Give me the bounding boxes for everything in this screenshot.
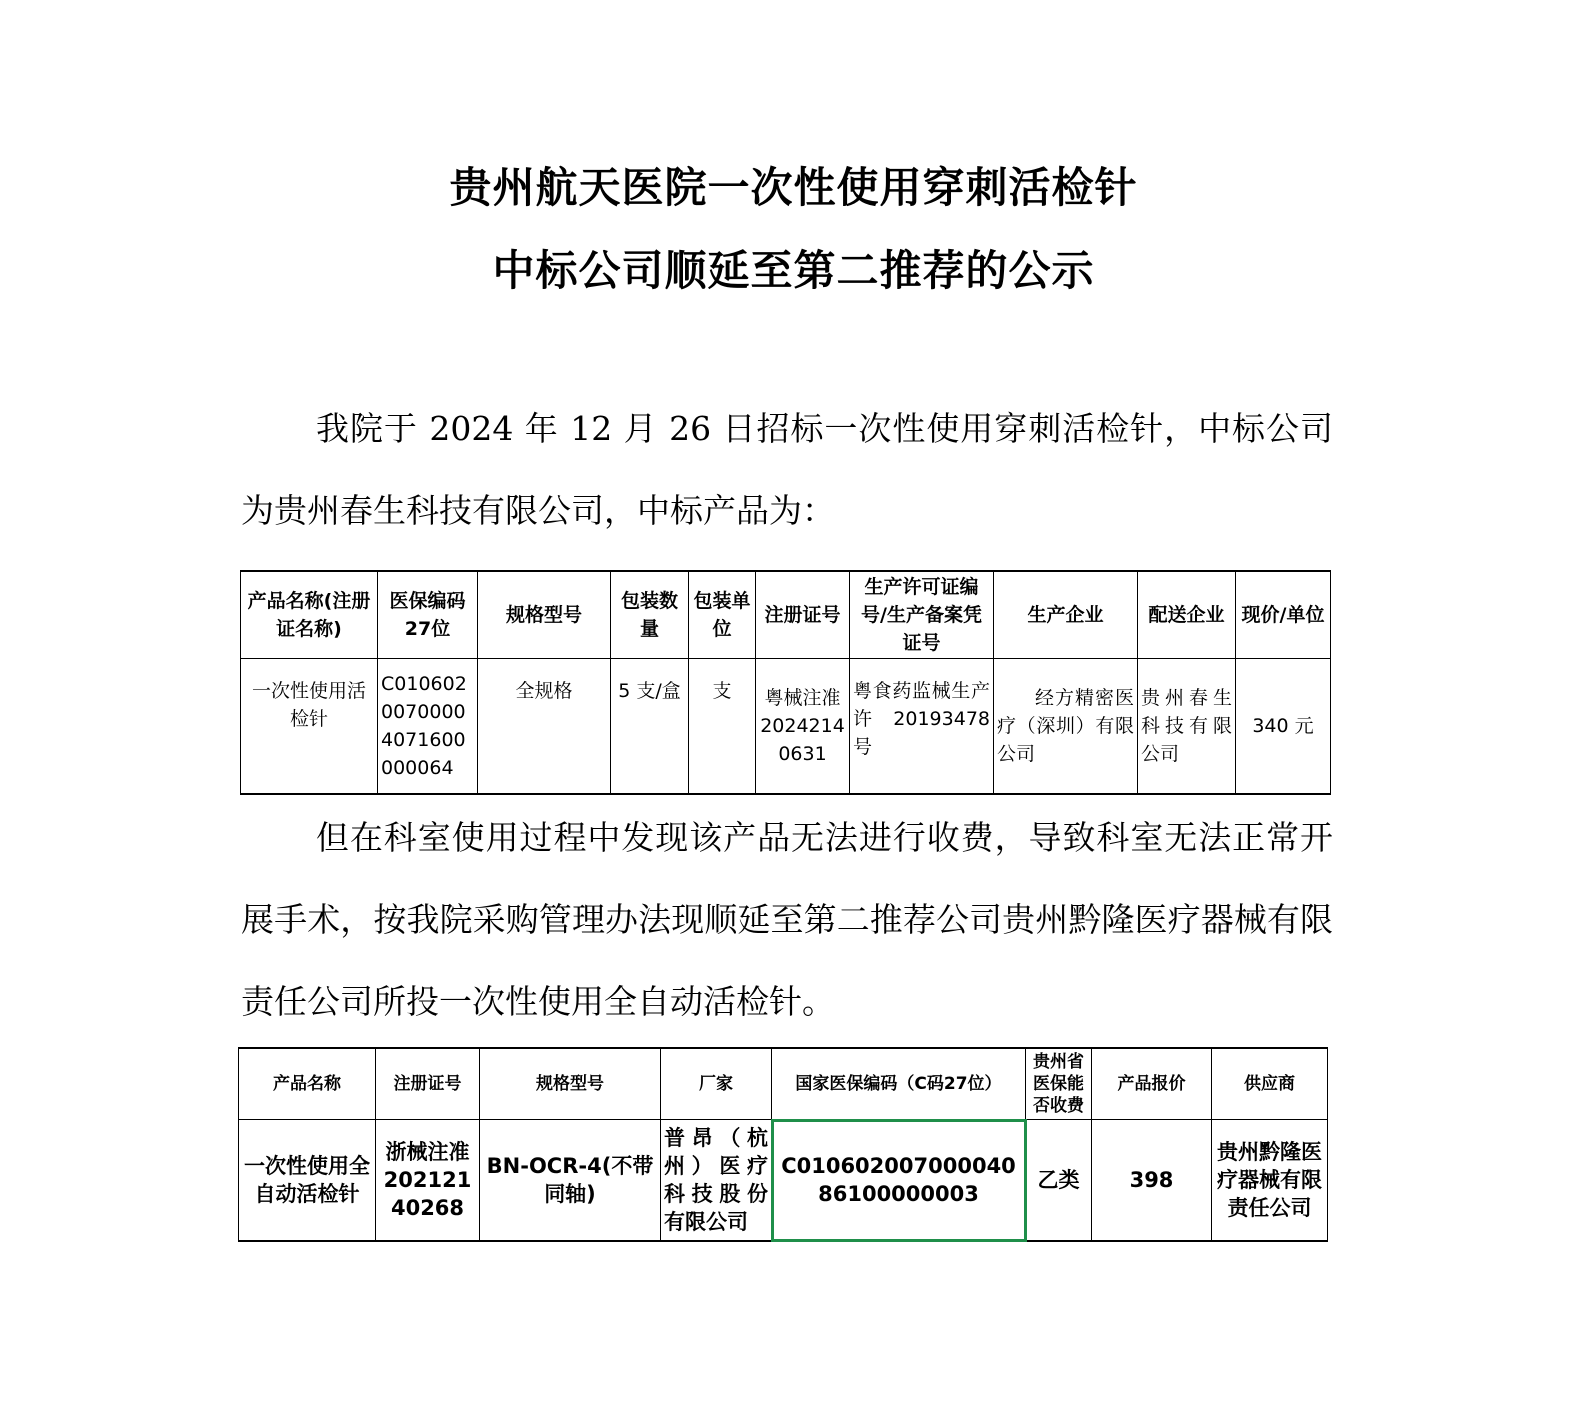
cell-distributor: 贵州春生科技有限公司 bbox=[1138, 659, 1236, 795]
cell-product-name: 一次性使用活检针 bbox=[241, 659, 378, 795]
cell-maker: 普昂（杭州）医疗科技股份有限公司 bbox=[661, 1120, 772, 1242]
header-maker: 厂家 bbox=[661, 1048, 772, 1120]
header-distributor: 配送企业 bbox=[1138, 571, 1236, 659]
header-spec: 规格型号 bbox=[478, 571, 611, 659]
paragraph-deferral-notice bbox=[241, 797, 1333, 1043]
cell-insurance-code-selected[interactable]: C01060200700004086100000003 bbox=[772, 1120, 1026, 1242]
paragraph-deferral-text: 但在科室使用过程中发现该产品无法进行收费，导致科室无法正常开展手术，按我院采购管理办法现顺延至第二推荐公司贵州黔隆医疗器械有限责任公司所投一次性使用全自动活检针。 bbox=[241, 818, 1333, 1021]
header-quote: 产品报价 bbox=[1092, 1048, 1212, 1120]
table-row bbox=[239, 1120, 1328, 1242]
cell-spec: BN-OCR-4(不带同轴) bbox=[480, 1120, 661, 1242]
cell-reg-no: 粤械注准20242140631 bbox=[756, 659, 850, 795]
paragraph-award-text: 我院于 2024 年 12 月 26 日招标一次性使用穿刺活检针，中标公司为贵州春生科技有限公司，中标产品为： bbox=[241, 409, 1333, 530]
cell-supplier: 贵州黔隆医疗器械有限责任公司 bbox=[1212, 1120, 1328, 1242]
cell-spec: 全规格 bbox=[478, 659, 611, 795]
awarded-product-table bbox=[240, 570, 1331, 795]
header-license: 生产许可证编号/生产备案凭证号 bbox=[850, 571, 994, 659]
cell-product-name: 一次性使用全自动活检针 bbox=[239, 1120, 376, 1242]
cell-pack-unit: 支 bbox=[689, 659, 756, 795]
header-product-name: 产品名称 bbox=[239, 1048, 376, 1120]
second-recommended-product-table bbox=[238, 1047, 1328, 1242]
header-insurance-code: 医保编码27位 bbox=[378, 571, 478, 659]
cell-pack-qty: 5 支/盒 bbox=[611, 659, 689, 795]
table-row bbox=[241, 659, 1331, 795]
table-header-row bbox=[239, 1048, 1328, 1120]
cell-reg-no: 浙械注准20212140268 bbox=[376, 1120, 480, 1242]
page-title-line-2: 中标公司顺延至第二推荐的公示 bbox=[492, 246, 1095, 295]
cell-license: 粤食药监械生产许 20193478 号 bbox=[850, 659, 994, 795]
header-manufacturer: 生产企业 bbox=[994, 571, 1138, 659]
header-reg-no: 注册证号 bbox=[756, 571, 850, 659]
cell-chargeable: 乙类 bbox=[1026, 1120, 1092, 1242]
header-spec: 规格型号 bbox=[480, 1048, 661, 1120]
header-chargeable: 贵州省医保能否收费 bbox=[1026, 1048, 1092, 1120]
header-insurance-code: 国家医保编码（C码27位） bbox=[772, 1048, 1026, 1120]
cell-insurance-code: C01060200700004071600000064 bbox=[378, 659, 478, 795]
header-supplier: 供应商 bbox=[1212, 1048, 1328, 1120]
header-product-name: 产品名称(注册证名称) bbox=[241, 571, 378, 659]
header-pack-qty: 包装数量 bbox=[611, 571, 689, 659]
cell-quote: 398 bbox=[1092, 1120, 1212, 1242]
header-price: 现价/单位 bbox=[1236, 571, 1331, 659]
header-reg-no: 注册证号 bbox=[376, 1048, 480, 1120]
header-pack-unit: 包装单位 bbox=[689, 571, 756, 659]
paragraph-award-notice bbox=[241, 388, 1333, 552]
cell-price: 340 元 bbox=[1236, 659, 1331, 795]
page-title-line-1: 贵州航天医院一次性使用穿刺活检针 bbox=[449, 163, 1138, 212]
cell-manufacturer: 经方精密医疗（深圳）有限公司 bbox=[994, 659, 1138, 795]
table-header-row bbox=[241, 571, 1331, 659]
